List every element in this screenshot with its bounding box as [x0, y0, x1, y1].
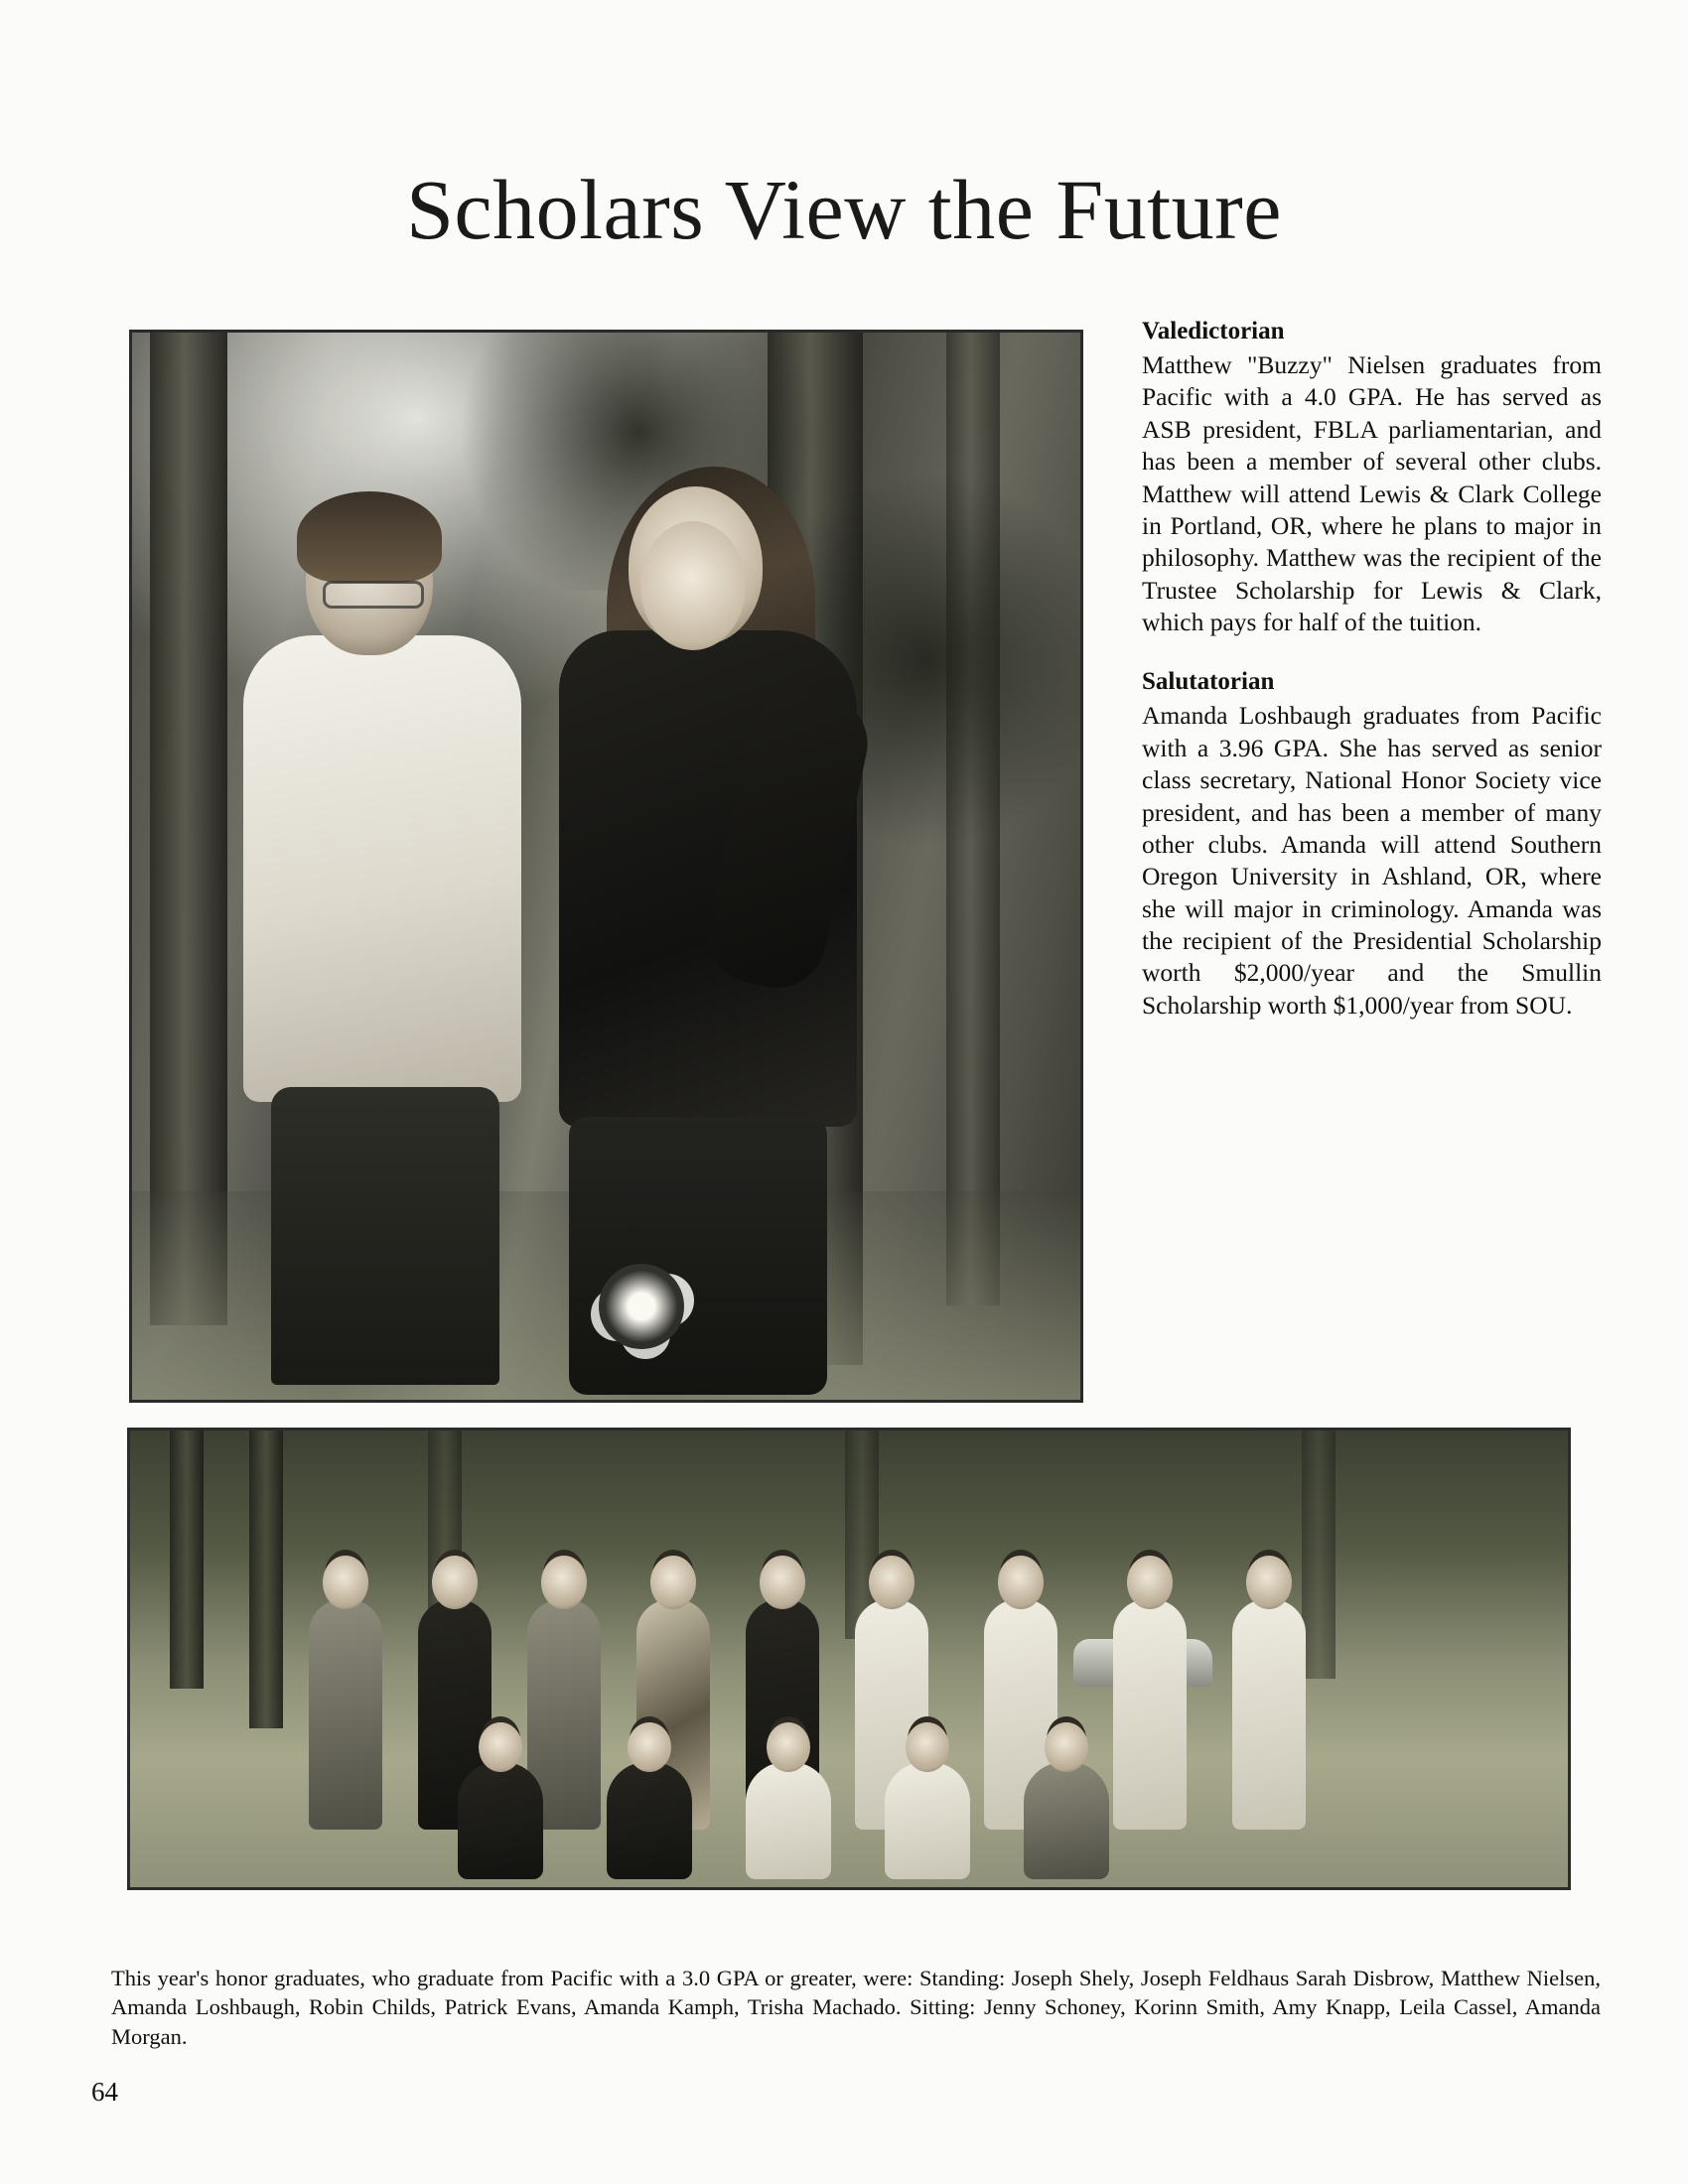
- person-head: [650, 1556, 696, 1609]
- person-head: [869, 1556, 914, 1609]
- person-hair: [297, 491, 442, 583]
- glasses: [323, 581, 424, 609]
- person-head: [432, 1556, 478, 1609]
- article-text-column: [1142, 318, 1602, 1022]
- person-head: [760, 1556, 805, 1609]
- person-head: [998, 1556, 1044, 1609]
- person-head: [1127, 1556, 1173, 1609]
- honor-graduates-group-photo: [127, 1428, 1571, 1890]
- person-legs: [569, 1117, 827, 1395]
- flower: [599, 1264, 684, 1349]
- group-member-sitting: [885, 1762, 970, 1879]
- salutatorian-paragraph: Amanda Loshbaugh graduates from Pacific with a 3.96 GPA. She has served as senior class secretary, National Honor Society vice president, and has been a member of many other clubs. Amanda will attend Southern Oregon University in Ashland, OR, where she will major in criminology. Amanda was the recipient of the Presidential Scholarship worth $2,000/year and the Smullin Scholarship worth $1,000/year from SOU.: [1142, 701, 1602, 1020]
- group-member-sitting: [746, 1762, 831, 1879]
- person-head: [541, 1556, 587, 1609]
- tree-trunk: [249, 1431, 283, 1728]
- person-head: [1246, 1556, 1292, 1609]
- group-member-sitting: [458, 1762, 543, 1879]
- person-head: [906, 1722, 949, 1772]
- valedictorian-salutatorian-photo: [129, 330, 1083, 1403]
- section-spacer: [1142, 638, 1602, 668]
- page-number: 64: [91, 2077, 118, 2107]
- valedictorian-paragraph: Matthew "Buzzy" Nielsen graduates from Pacific with a 4.0 GPA. He has served as ASB president, FBLA parliamentarian, and has been a member of several other clubs. Matthew will attend Lewis & Clark College in Portland, OR, where he plans to major in philosophy. Matthew was the recipient of the Trustee Scholarship for Lewis & Clark, which pays for half of the tuition.: [1142, 350, 1602, 636]
- person-legs: [271, 1087, 499, 1385]
- person-body: [243, 635, 521, 1102]
- person-head: [479, 1722, 522, 1772]
- person-face: [640, 521, 746, 650]
- person-head: [1045, 1722, 1088, 1772]
- group-member-standing: [309, 1599, 382, 1830]
- tree-trunk: [1302, 1431, 1336, 1679]
- valedictorian-heading: Valedictorian: [1142, 318, 1285, 344]
- person-head: [323, 1556, 368, 1609]
- page-title: Scholars View the Future: [406, 161, 1282, 257]
- salutatorian-heading: Salutatorian: [1142, 668, 1275, 696]
- photo-caption: This year's honor graduates, who graduate from Pacific with a 3.0 GPA or greater, were: Standing: Joseph Shely, Joseph Feldhaus Sarah Disbrow, Matthew Nielsen, Amanda Loshbaugh, Robin Childs, Patrick Evans, Amanda Kamph, Trisha Machado. Sitting: Jenny Schoney, Korinn Smith, Amy Knapp, Leila Cassel, Amanda Morgan.: [111, 1965, 1601, 2050]
- tree-trunk: [150, 333, 227, 1325]
- person-head: [628, 1722, 671, 1772]
- group-member-sitting: [1024, 1762, 1109, 1879]
- group-member-standing: [1232, 1599, 1306, 1830]
- person-head: [767, 1722, 810, 1772]
- tree-trunk: [170, 1431, 204, 1689]
- group-member-standing: [1113, 1599, 1187, 1830]
- group-member-sitting: [607, 1762, 692, 1879]
